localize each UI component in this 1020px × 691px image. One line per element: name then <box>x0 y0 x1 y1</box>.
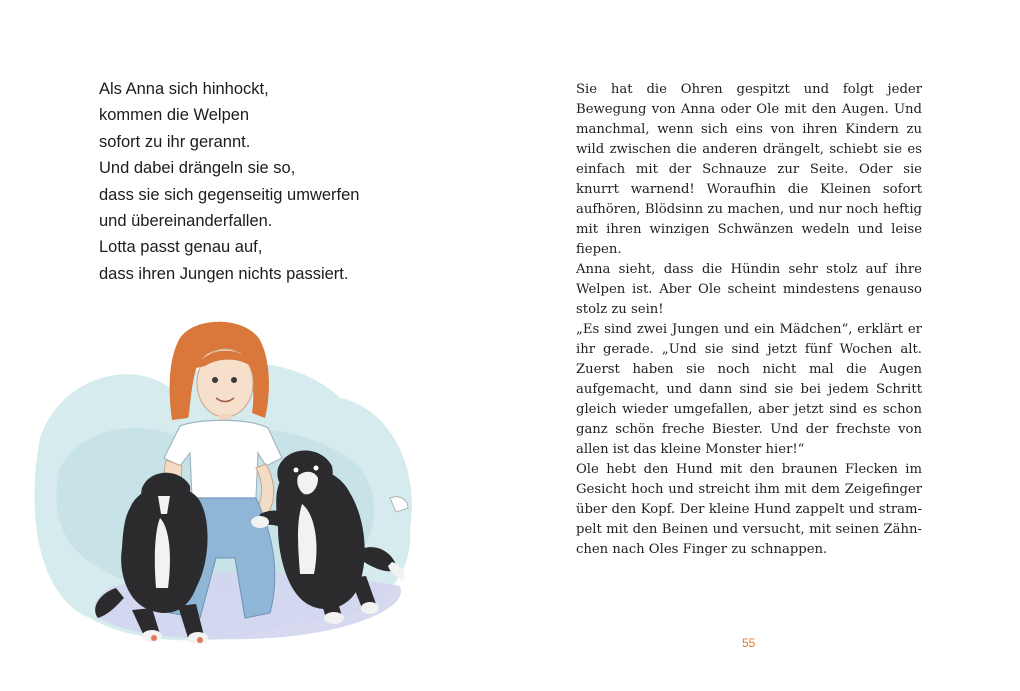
text-line: Als Anna sich hinhockt, <box>99 80 269 98</box>
left-page-text <box>99 76 429 287</box>
page-number: 55 <box>742 636 756 650</box>
paragraph: Sie hat die Ohren gespitzt und folgt jeder Bewegung von Anna oder Ole mit den Augen. Und manchmal, wenn sich eins von ihren Kindern zu wild zwischen die anderen drängelt, schiebt sie es einfach mit der Schnauze zur Seite. Oder sie knurrt warnend! Woraufhin die Kleinen sofort aufhören, Blödsinn zu machen, und nur noch heftig mit ihren winzigen Schwänzen wedeln und leise fiepen. <box>576 82 922 257</box>
text-line: Lotta passt genau auf, <box>99 238 263 257</box>
text-line: kommen die Welpen <box>99 106 250 125</box>
text-line: dass ihren Jungen nichts passiert. <box>99 264 349 283</box>
text-line: dass sie sich gegenseitig umwerfen <box>99 185 360 204</box>
paragraph: „Es sind zwei Jungen und ein Mädchen“, erklärt er ihr gerade. „Und sie sind jetzt fünf Wochen alt. Zuerst haben sie noch nicht mal die Augen aufgemacht, und dann sind sie bei jedem Schritt gleich wieder umgefallen, aber jetzt sind es schon ganz schön freche Biester. Und der frechste von allen ist das kleine Monster hier!“ <box>576 322 922 457</box>
text-line: sofort zu ihr gerannt. <box>99 132 251 151</box>
paragraph: Ole hebt den Hund mit den braunen Flecken im Gesicht hoch und streicht ihm mit dem Zeigefinger über den Kopf. Der kleine Hund zappelt und strampelt mit den Beinen und versucht, mit seinen Zähnchen nach Oles Finger zu schnappen. <box>576 462 922 557</box>
text-line: und übereinanderfallen. <box>99 212 273 231</box>
text-line: Und dabei drängeln sie so, <box>99 159 296 178</box>
paragraph: Anna sieht, dass die Hündin sehr stolz auf ihre Welpen ist. Aber Ole scheint mindestens genauso stolz zu sein! <box>576 262 922 317</box>
right-page <box>510 0 1020 691</box>
girl-with-puppies-illustration <box>20 318 430 668</box>
right-page-text <box>576 80 922 560</box>
